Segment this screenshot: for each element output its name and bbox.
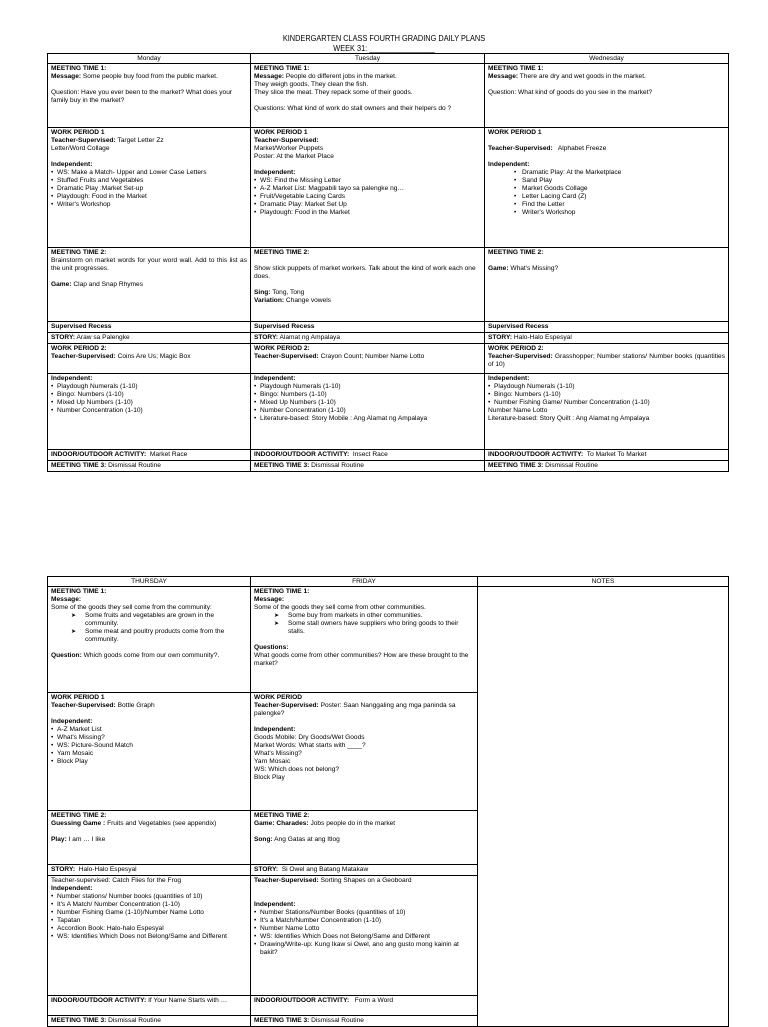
friday-work-period-1: WORK PERIOD Teacher-Supervised: Poster: Saan Nanggaling ang mga paninda sa palengke? Independent: Goods Mobile: Dry Goods/Wet Goods Market Words: What starts with ____? What's Missing? Yarn Mosaic WS: Which does not belong? Block Play — [251, 693, 478, 811]
list-item: • Playdough Numerals (1-10) — [254, 383, 481, 391]
work-period-1-row — [48, 128, 729, 248]
day-header-monday: Monday — [48, 54, 251, 64]
friday-meeting-time-2: MEETING TIME 2: Game: Charades: Jobs people do in the market Song: Ang Gatas at ang Itlog — [251, 811, 478, 865]
list-item: • Number Concentration (1-10) — [254, 407, 481, 415]
list-item: • Number Concentration (1-10) — [51, 407, 247, 415]
arrow-list-item: ➤ Some buy from markets in other communities. — [254, 612, 474, 620]
list-item: • WS: Identifies Which Does not Belong/Same and Different — [51, 933, 247, 941]
monday-independent-2: Independent: • Playdough Numerals (1-10) • Bingo: Numbers (1-10) • Mixed Up Numbers (1-10) • Number Concentration (1-10) — [48, 374, 251, 450]
list-item: • A-Z Market List — [51, 726, 247, 734]
list-item: • Sand Play — [488, 177, 725, 185]
meeting-time-1-row — [48, 587, 729, 693]
list-item: • Market Goods Collage — [488, 185, 725, 193]
wednesday-indoor-outdoor: INDOOR/OUTDOOR ACTIVITY: To Market To Market — [485, 450, 729, 461]
list-item: • Number Fishing Game (1-10)/Number Name Lotto — [51, 909, 247, 917]
list-item: • Number stations/ Number books (quantities of 10) — [51, 893, 247, 901]
list-item: • Dramatic Play :Market Set-up — [51, 185, 247, 193]
list-item: • WS: Find the Missing Letter — [254, 177, 481, 185]
friday-story: STORY: Si Owel ang Batang Matakaw — [251, 865, 478, 876]
list-item: • Mixed Up Numbers (1-10) — [254, 399, 481, 407]
list-item: • Writer's Workshop — [51, 201, 247, 209]
work-period-2-row — [48, 344, 729, 374]
tuesday-story: STORY: Alamat ng Ampalaya — [251, 333, 485, 344]
list-item: • Playdough Numerals (1-10) — [488, 383, 725, 391]
list-item: • Fruit/Vegetable Lacing Cards — [254, 193, 481, 201]
tuesday-work-period-1: WORK PERIOD 1 Teacher-Supervised: Market/Worker Puppets Poster: At the Market Place Independent: • WS: Find the Missing Letter • A-Z Market List: Magpabili tayo sa palengke ng… • Fruit/Vegetable Lacing Cards • Dramatic Play: Market Set Up • Playdough: Food in the Market — [251, 128, 485, 248]
list-item: • Playdough Numerals (1-10) — [51, 383, 247, 391]
thursday-meeting-time-2: MEETING TIME 2: Guessing Game : Fruits and Vegetables (see appendix) Play: I am … I like — [48, 811, 251, 865]
list-item: • Mixed Up Numbers (1-10) — [51, 399, 247, 407]
arrow-list-item: ➤ Some meat and poultry products come from the community. — [51, 628, 247, 644]
day-header-tuesday: Tuesday — [251, 54, 485, 64]
thursday-meeting-time-1: MEETING TIME 1: Message: Some of the goods they sell come from the community: ➤ Some fruits and vegetables are grown in the community. ➤ Some meat and poultry products come from the community. Question: Which goods come from our own community?. — [48, 587, 251, 693]
list-item: • WS: Make a Match- Upper and Lower Case Letters — [51, 169, 247, 177]
list-item: • Block Play — [51, 758, 247, 766]
wednesday-work-period-1: WORK PERIOD 1 Teacher-Supervised: Alphabet Freeze Independent: • Dramatic Play: At the Marketplace • Sand Play • Market Goods Collage • Letter Lacing Card (Z) • Find the Letter • Writer's Workshop — [485, 128, 729, 248]
list-item: • Letter Lacing Card (Z) — [488, 193, 725, 201]
list-item: • Yarn Mosaic — [51, 750, 247, 758]
thursday-meeting-time-3: MEETING TIME 3: Dismissal Routine — [48, 1016, 251, 1027]
independent-2-row — [48, 374, 729, 450]
day-header-thursday: THURSDAY — [48, 577, 251, 587]
tuesday-recess: Supervised Recess — [251, 322, 485, 333]
monday-meeting-time-3: MEETING TIME 3: Dismissal Routine — [48, 461, 251, 472]
list-item: • Number Fishing Game/ Number Concentration (1-10) — [488, 399, 725, 407]
week-label: WEEK 31: ________________ — [333, 44, 435, 53]
meeting-time-3-row — [48, 461, 729, 472]
thursday-story: STORY: Halo-Halo Espesyal — [48, 865, 251, 876]
tuesday-work-period-2: WORK PERIOD 2: Teacher-Supervised: Crayon Count; Number Name Lotto — [251, 344, 485, 374]
plan-table-thu-fri — [47, 576, 729, 1027]
list-item: • Bingo: Numbers (1-10) — [254, 391, 481, 399]
tuesday-indoor-outdoor: INDOOR/OUTDOOR ACTIVITY: Insect Race — [251, 450, 485, 461]
list-item: • Tapatan — [51, 917, 247, 925]
wednesday-meeting-time-1: MEETING TIME 1: Message: There are dry and wet goods in the market. Question: What kind of goods do you see in the market? — [485, 64, 729, 128]
monday-meeting-time-2: MEETING TIME 2: Brainstorm on market words for your word wall. Add to this list as the unit progresses. Game: Clap and Snap Rhymes — [48, 248, 251, 322]
list-item: • Bingo: Numbers (1-10) — [488, 391, 725, 399]
list-item: • Stuffed Fruits and Vegetables — [51, 177, 247, 185]
wednesday-meeting-time-2: MEETING TIME 2: Game: What's Missing? — [485, 248, 729, 322]
list-item: • Dramatic Play: Market Set Up — [254, 201, 481, 209]
arrow-list-item: ➤ Some fruits and vegetables are grown in the community. — [51, 612, 247, 628]
notes-cell — [478, 587, 729, 1027]
list-item: • WS: Picture-Sound Match — [51, 742, 247, 750]
day-header-row — [48, 577, 729, 587]
list-item: • Dramatic Play: At the Marketplace — [488, 169, 725, 177]
meeting-time-2-row — [48, 248, 729, 322]
friday-work-period-2: Teacher-Supervised: Sorting Shapes on a Geoboard Independent: • Number Stations/Number Books (quantities of 10) • It's a Match/Number Concentration (1-10) • Number Name Lotto • WS: Identifies Which Does not Belong/Same and Different • Drawing/Write-up: Kung Ikaw si Owel, ano ang gusto mong kainin at bakit? — [251, 876, 478, 996]
wednesday-story: STORY: Halo-Halo Espesyal — [485, 333, 729, 344]
thursday-indoor-outdoor: INDOOR/OUTDOOR ACTIVITY: If Your Name Starts with … — [48, 996, 251, 1016]
monday-recess: Supervised Recess — [48, 322, 251, 333]
wednesday-meeting-time-3: MEETING TIME 3: Dismissal Routine — [485, 461, 729, 472]
list-item: • What's Missing? — [51, 734, 247, 742]
plan-table-mon-wed — [47, 53, 729, 472]
day-header-wednesday: Wednesday — [485, 54, 729, 64]
monday-story: STORY: Araw sa Palengke — [48, 333, 251, 344]
day-header-notes: NOTES — [478, 577, 729, 587]
list-item: • WS: Identifies Which Does not Belong/Same and Different — [254, 933, 474, 941]
wednesday-independent-2: Independent: • Playdough Numerals (1-10) • Bingo: Numbers (1-10) • Number Fishing Game/ Number Concentration (1-10) Number Name Lotto Literature-based: Story Quilt : Ang Alamat ng Ampalaya — [485, 374, 729, 450]
list-item: • Literature-based: Story Mobile : Ang Alamat ng Ampalaya — [254, 415, 481, 423]
friday-meeting-time-3: MEETING TIME 3: Dismissal Routine — [251, 1016, 478, 1027]
list-item: • Accordion Book: Halo-halo Espesyal — [51, 925, 247, 933]
thursday-work-period-1: WORK PERIOD 1 Teacher-Supervised: Bottle Graph Independent: • A-Z Market List • What's Missing? • WS: Picture-Sound Match • Yarn Mosaic • Block Play — [48, 693, 251, 811]
indoor-outdoor-row — [48, 450, 729, 461]
list-item: • Playdough: Food in the Market — [254, 209, 481, 217]
list-item: • A-Z Market List: Magpabili tayo sa palengke ng… — [254, 185, 481, 193]
day-header-friday: FRIDAY — [251, 577, 478, 587]
page-title: KINDERGARTEN CLASS FOURTH GRADING DAILY PLANS — [282, 34, 486, 43]
recess-row — [48, 322, 729, 333]
list-item: • Bingo: Numbers (1-10) — [51, 391, 247, 399]
friday-indoor-outdoor: INDOOR/OUTDOOR ACTIVITY: Form a Word — [251, 996, 478, 1016]
day-header-row — [48, 54, 729, 64]
list-item: • Drawing/Write-up: Kung Ikaw si Owel, ano ang gusto mong kainin at bakit? — [254, 941, 474, 957]
friday-meeting-time-1: MEETING TIME 1: Message: Some of the goods they sell come from other communities. ➤ Some buy from markets in other communities. ➤ Some stall owners have suppliers who bring goods to their stalls. Questions: What goods come from other communities? How are these brought to the market? — [251, 587, 478, 693]
tuesday-independent-2: Independent: • Playdough Numerals (1-10) • Bingo: Numbers (1-10) • Mixed Up Numbers (1-10) • Number Concentration (1-10) • Literature-based: Story Mobile : Ang Alamat ng Ampalaya — [251, 374, 485, 450]
wednesday-work-period-2: WORK PERIOD 2: Teacher-Supervised: Grasshopper; Number stations/ Number books (quantities of 10) — [485, 344, 729, 374]
tuesday-meeting-time-2: MEETING TIME 2: Show stick puppets of market workers. Talk about the kind of work each one does. Sing: Tong, Tong Variation: Change vowels — [251, 248, 485, 322]
list-item: • Number Name Lotto — [254, 925, 474, 933]
thursday-work-period-2: Teacher-supervised: Catch Flies for the Frog Independent: • Number stations/ Number books (quantities of 10) • It's A Match/ Number Concentration (1-10) • Number Fishing Game (1-10)/Number Name Lotto • Tapatan • Accordion Book: Halo-halo Espesyal • WS: Identifies Which Does not Belong/Same and Different — [48, 876, 251, 996]
list-item: • Writer's Workshop — [488, 209, 725, 217]
monday-meeting-time-1: MEETING TIME 1: Message: Some people buy food from the public market. Question: Have you ever been to the market? What does your family buy in the market? — [48, 64, 251, 128]
wednesday-recess: Supervised Recess — [485, 322, 729, 333]
tuesday-meeting-time-3: MEETING TIME 3: Dismissal Routine — [251, 461, 485, 472]
list-item: • Number Stations/Number Books (quantities of 10) — [254, 909, 474, 917]
meeting-time-1-row — [48, 64, 729, 128]
monday-indoor-outdoor: INDOOR/OUTDOOR ACTIVITY: Market Race — [48, 450, 251, 461]
monday-work-period-2: WORK PERIOD 2: Teacher-Supervised: Coins Are Us; Magic Box — [48, 344, 251, 374]
monday-work-period-1: WORK PERIOD 1 Teacher-Supervised: Target Letter Zz Letter/Word Collage Independent: • WS: Make a Match- Upper and Lower Case Letters • Stuffed Fruits and Vegetables • Dramatic Play :Market Set-up • Playdough: Food in the Market • Writer's Workshop — [48, 128, 251, 248]
list-item: • Find the Letter — [488, 201, 725, 209]
list-item: • It's A Match/ Number Concentration (1-10) — [51, 901, 247, 909]
arrow-list-item: ➤ Some stall owners have suppliers who bring goods to their stalls. — [254, 620, 474, 636]
story-row — [48, 333, 729, 344]
list-item: • It's a Match/Number Concentration (1-10) — [254, 917, 474, 925]
tuesday-meeting-time-1: MEETING TIME 1: Message: People do different jobs in the market. They weigh goods. They clean the fish. They slice the meat. They repack some of their goods. Questions: What kind of work do stall owners and their helpers do ? — [251, 64, 485, 128]
list-item: • Playdough: Food in the Market — [51, 193, 247, 201]
